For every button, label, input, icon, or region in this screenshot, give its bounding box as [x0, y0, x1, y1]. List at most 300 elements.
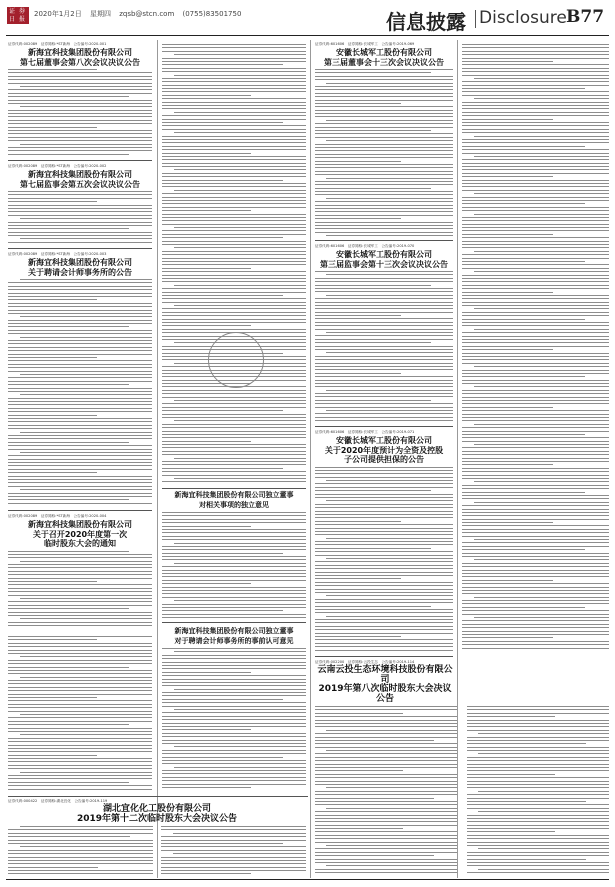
text-line [162, 312, 306, 313]
text-line [162, 750, 306, 751]
text-line [326, 390, 453, 391]
text-line [467, 801, 586, 802]
text-line [315, 494, 453, 495]
text-line [8, 211, 152, 212]
text-line [162, 729, 251, 730]
text-line [8, 646, 152, 647]
text-line [467, 815, 609, 816]
text-line [315, 585, 453, 586]
text-line [8, 347, 152, 348]
text-line [162, 47, 306, 48]
text-line [315, 413, 453, 414]
company-seal [208, 332, 264, 388]
text-line [462, 512, 609, 513]
text-line [162, 264, 306, 265]
text-line [8, 601, 152, 602]
text-line [467, 730, 609, 731]
text-line [462, 81, 609, 82]
text-line [462, 607, 585, 608]
text-line [8, 140, 152, 141]
text-line [8, 605, 152, 606]
text-line [8, 408, 152, 409]
text-line [162, 692, 306, 693]
text-line [162, 757, 283, 758]
text-line [8, 615, 152, 616]
text-line [8, 584, 152, 585]
text-line [162, 763, 306, 764]
text-line [315, 76, 453, 77]
text-line [162, 780, 306, 781]
text-line [20, 452, 152, 453]
text-line [462, 634, 609, 635]
text-line [326, 410, 453, 411]
text-line [315, 400, 431, 401]
text-line [8, 320, 152, 321]
text-line [162, 665, 306, 666]
text-line [315, 716, 457, 717]
text-line [462, 641, 609, 642]
text-line [315, 228, 453, 229]
text-line [467, 737, 609, 738]
text-line [326, 352, 453, 353]
text-line [467, 709, 609, 710]
text-line [162, 743, 306, 744]
text-line [315, 578, 401, 579]
text-line [8, 653, 152, 654]
text-line [162, 193, 306, 194]
text-line [20, 618, 152, 619]
text-line [315, 815, 457, 816]
text-line [467, 845, 609, 846]
text-line [462, 281, 609, 282]
text-line [162, 254, 306, 255]
text-line [8, 775, 152, 776]
text-line [315, 777, 457, 778]
text-line [462, 75, 609, 76]
text-line [162, 58, 306, 59]
text-line [8, 636, 152, 637]
text-line [315, 831, 457, 832]
text-line [8, 472, 97, 473]
text-line [467, 706, 609, 707]
text-line [474, 559, 609, 560]
text-line [8, 442, 129, 443]
text-line [474, 271, 609, 272]
text-line [462, 515, 609, 516]
text-line [462, 532, 609, 533]
text-line [162, 475, 306, 476]
text-line [162, 81, 306, 82]
text-line [315, 524, 453, 525]
text-line [8, 765, 152, 766]
text-line [20, 394, 152, 395]
text-line [315, 592, 453, 593]
text-line [8, 232, 152, 233]
text-line [162, 668, 306, 669]
text-line [162, 573, 306, 574]
text-line [162, 604, 306, 605]
text-line [462, 566, 609, 567]
text-line [315, 106, 453, 107]
text-line [8, 418, 152, 419]
text-line [315, 174, 453, 175]
text-line [162, 237, 283, 238]
text-line [8, 843, 153, 844]
text-line [162, 784, 306, 785]
text-line [315, 636, 401, 637]
text-line [8, 755, 97, 756]
text-line [162, 88, 306, 89]
text-line [326, 595, 453, 596]
text-line [315, 184, 453, 185]
announcement-block [8, 164, 152, 248]
text-line [462, 431, 609, 432]
text-line [162, 139, 306, 140]
text-line [8, 428, 152, 429]
text-line [462, 380, 609, 381]
text-line [161, 850, 306, 851]
text-line [8, 622, 152, 623]
text-line [174, 746, 306, 747]
text-line [162, 207, 306, 208]
text-line [8, 499, 129, 500]
text-line [162, 468, 283, 469]
text-line [315, 477, 453, 478]
text-line [315, 467, 453, 468]
text-line [8, 758, 152, 759]
text-line [162, 217, 306, 218]
text-line [315, 514, 453, 515]
issue-info [34, 9, 247, 19]
text-line [462, 180, 609, 181]
text-line [8, 83, 152, 84]
text-line [315, 369, 453, 370]
text-line [161, 846, 306, 847]
body-text [8, 636, 152, 790]
text-line [315, 643, 453, 644]
text-line [8, 425, 152, 426]
text-line [462, 312, 609, 313]
text-line [462, 542, 609, 543]
text-line [162, 532, 306, 533]
text-line [474, 424, 609, 425]
text-line [8, 242, 152, 243]
text-line [467, 794, 609, 795]
announcement-body-continued [8, 634, 152, 794]
text-line [8, 707, 152, 708]
text-line [462, 186, 609, 187]
text-line [462, 475, 609, 476]
text-line [8, 496, 152, 497]
text-line [161, 857, 306, 858]
text-line [8, 350, 152, 351]
text-line [315, 420, 453, 421]
text-line [462, 332, 609, 333]
text-line [315, 633, 453, 634]
block-divider [315, 426, 453, 427]
text-line [8, 96, 129, 97]
text-line [315, 602, 453, 603]
text-line [315, 407, 453, 408]
text-line [326, 616, 453, 617]
text-line [8, 476, 152, 477]
text-line [162, 662, 306, 663]
text-line [315, 551, 453, 552]
text-line [315, 828, 403, 829]
text-line [8, 289, 152, 290]
text-line [462, 509, 609, 510]
text-line [162, 125, 306, 126]
text-line [467, 872, 609, 873]
text-line [8, 643, 152, 644]
text-line [8, 133, 152, 134]
text-line [462, 624, 609, 625]
text-line [8, 567, 152, 568]
text-line [162, 726, 306, 727]
text-line [315, 838, 457, 839]
text-line [462, 85, 609, 86]
text-line [174, 400, 306, 401]
text-line [8, 228, 129, 229]
text-line [162, 71, 306, 72]
stock-code-line: 证券代码:000422 证券简称:湖北宜化 公告编号:2019-119 [8, 799, 108, 803]
text-line [8, 449, 152, 450]
issue-weekday: 星期四 [89, 10, 111, 18]
text-line [315, 767, 457, 768]
text-line [474, 481, 609, 482]
text-line [315, 79, 453, 80]
text-line [162, 648, 306, 649]
text-line [8, 69, 97, 70]
text-line [315, 521, 401, 522]
text-line [8, 357, 97, 358]
text-line [20, 846, 153, 847]
text-line [162, 403, 306, 404]
text-line [467, 831, 555, 832]
text-line [173, 833, 306, 834]
text-line [162, 91, 306, 92]
text-line [462, 217, 609, 218]
text-line [8, 717, 152, 718]
masthead [0, 0, 615, 42]
text-line [162, 173, 306, 174]
text-line [174, 563, 306, 564]
text-line [162, 180, 283, 181]
text-line [462, 64, 609, 65]
text-line [8, 377, 152, 378]
text-line [462, 451, 609, 452]
text-line [326, 198, 453, 199]
text-line [315, 208, 453, 209]
text-line [315, 470, 453, 471]
text-line [8, 595, 152, 596]
text-line [315, 582, 453, 583]
text-line [315, 315, 401, 316]
text-line [315, 312, 453, 313]
text-line [20, 772, 152, 773]
text-line [162, 85, 306, 86]
bottom-rule [6, 879, 609, 880]
text-line [462, 525, 609, 526]
text-line [326, 480, 453, 481]
text-line [8, 130, 152, 131]
text-line [8, 93, 152, 94]
announcement-title: 安徽长城军工股份有限公司 关于2020年度预计为全资及控股 子公司提供担保的公告 [324, 436, 444, 464]
text-line [462, 285, 609, 286]
text-line [8, 650, 152, 651]
text-line [315, 599, 453, 600]
text-line [474, 597, 609, 598]
text-line [162, 278, 306, 279]
text-line [315, 504, 453, 505]
text-line [8, 625, 152, 626]
text-line [8, 670, 152, 671]
text-line [467, 828, 609, 829]
text-line [162, 617, 306, 618]
text-line [462, 417, 609, 418]
text-line [8, 683, 152, 684]
text-line [8, 741, 152, 742]
text-line [8, 89, 152, 90]
text-line [315, 383, 453, 384]
text-line [315, 211, 453, 212]
text-line [474, 156, 609, 157]
text-line [8, 853, 153, 854]
text-line [315, 181, 453, 182]
text-line [462, 563, 609, 564]
text-line [8, 371, 152, 372]
text-line [162, 740, 306, 741]
text-line [162, 553, 283, 554]
text-line [467, 808, 609, 809]
text-line [8, 486, 152, 487]
text-line [8, 493, 152, 494]
text-line [315, 218, 401, 219]
text-line [20, 144, 152, 145]
text-line [474, 366, 609, 367]
text-line [462, 169, 609, 170]
text-line [162, 447, 306, 448]
text-line [478, 848, 609, 849]
announcement-title: 新海宜科技集团股份有限公司独立董事 对于聘请会计师事务所的事前认可意见 [174, 627, 294, 645]
text-line [462, 648, 609, 649]
text-line [462, 220, 609, 221]
text-line [162, 566, 306, 567]
text-line [326, 120, 453, 121]
text-line [8, 690, 152, 691]
text-line [162, 325, 251, 326]
text-line [315, 346, 453, 347]
text-line [462, 620, 609, 621]
text-line [467, 835, 609, 836]
text-line [315, 483, 453, 484]
text-line [315, 801, 457, 802]
text-line [162, 302, 306, 303]
text-line [8, 411, 152, 412]
text-line [162, 142, 306, 143]
text-line [462, 197, 609, 198]
text-line [20, 826, 153, 827]
text-line [20, 734, 152, 735]
text-line [315, 359, 453, 360]
text-line [162, 61, 306, 62]
text-line [462, 88, 585, 89]
text-line [462, 325, 609, 326]
announcement-body-continued [162, 42, 306, 488]
text-line [462, 139, 609, 140]
text-line [162, 295, 283, 296]
text-line [162, 712, 306, 713]
text-line [162, 716, 306, 717]
text-line [462, 400, 609, 401]
text-line [315, 646, 453, 647]
text-line [20, 714, 152, 715]
text-line [8, 840, 153, 841]
text-line [8, 137, 152, 138]
text-line [162, 166, 306, 167]
text-line [8, 829, 153, 830]
text-line [8, 571, 152, 572]
block-divider [162, 622, 306, 623]
text-line [8, 388, 152, 389]
text-line [162, 770, 306, 771]
text-line [315, 302, 453, 303]
text-line [162, 699, 283, 700]
text-line [467, 852, 609, 853]
announcement-body-continued [462, 42, 609, 654]
block-divider [315, 656, 453, 657]
text-line [162, 298, 306, 299]
text-line [8, 469, 152, 470]
text-line [8, 445, 152, 446]
text-line [162, 441, 251, 442]
text-line [162, 64, 283, 65]
text-line [315, 811, 457, 812]
text-line [8, 721, 152, 722]
text-line [467, 757, 609, 758]
text-line [20, 489, 152, 490]
text-line [462, 234, 553, 235]
announcement-block [8, 799, 306, 877]
text-line [326, 332, 453, 333]
text-line [8, 360, 152, 361]
announcement-block [162, 626, 306, 794]
text-line [462, 247, 609, 248]
text-line [8, 581, 97, 582]
text-line [462, 176, 553, 177]
text-line [315, 305, 453, 306]
text-line [315, 572, 453, 573]
text-line [162, 549, 306, 550]
text-line [162, 515, 306, 516]
text-line [315, 568, 453, 569]
text-line [162, 512, 306, 513]
text-line [162, 95, 251, 96]
contact-email[interactable]: zqsb@stcn.com [119, 10, 175, 18]
text-line [315, 373, 401, 374]
text-line [462, 471, 609, 472]
text-line [162, 397, 306, 398]
text-line [162, 481, 306, 482]
text-line [462, 292, 553, 293]
text-line [467, 770, 609, 771]
text-line [462, 68, 609, 69]
text-line [162, 723, 306, 724]
text-line [162, 410, 283, 411]
text-line [315, 764, 457, 765]
text-line [8, 191, 152, 192]
text-line [462, 529, 609, 530]
